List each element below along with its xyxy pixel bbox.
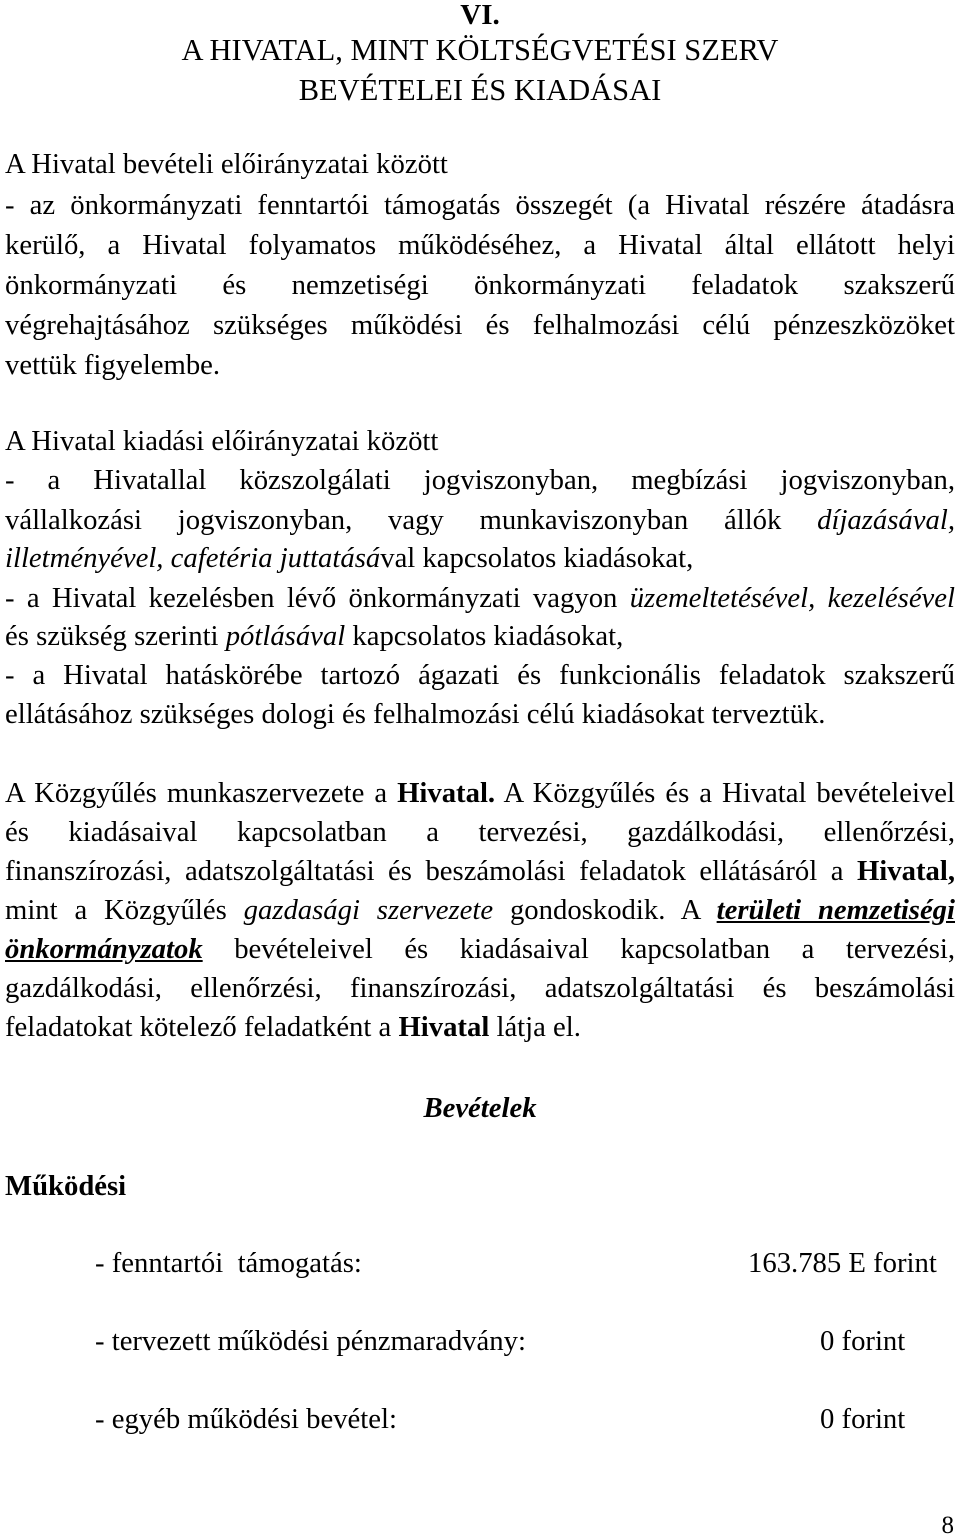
- text-run: vállalkozási jogviszonyban, vagy munkaviszonyban állók: [5, 504, 818, 536]
- text-run: és kiadásaival kapcsolatban a tervezési, gazdálkodási, ellenőrzési,: [5, 816, 955, 848]
- italic-text-run: pótlásával: [225, 620, 346, 652]
- paragraph-line: [5, 851, 955, 891]
- paragraph-line: önkormányzati és nemzetiségi önkormányzati feladatok szakszerű: [5, 269, 955, 301]
- paragraph-line: - az önkormányzati fenntartói támogatás összegét (a Hivatal részére átadásra: [5, 189, 955, 221]
- revenue-appropriations-heading: A Hivatal bevételi előirányzatai között: [5, 148, 448, 180]
- paragraph-line: [5, 968, 955, 1008]
- chapter-title-line-2: BEVÉTELEI ÉS KIADÁSAI: [298, 73, 662, 107]
- operating-revenues-heading: Működési: [5, 1170, 127, 1202]
- text-run: - a Hivatal kezelésben lévő önkormányzati vagyon: [5, 582, 630, 614]
- paragraph-line: [5, 655, 955, 695]
- text-run: mint a Közgyűlés: [5, 894, 244, 926]
- text-run: látja el.: [489, 1011, 581, 1043]
- page-number: 8: [941, 1512, 954, 1537]
- italic-text-run: illetményével, cafetéria juttatásá: [5, 542, 381, 574]
- paragraph-line: [5, 812, 955, 852]
- revenue-item: [0, 1399, 960, 1439]
- bold-text-run: Hivatal.: [397, 777, 496, 809]
- paragraph-line: [5, 929, 955, 969]
- bold-italic-underlined-text-run: önkormányzatok: [5, 933, 203, 965]
- paragraph-line: [5, 773, 955, 813]
- paragraph-line: [5, 500, 955, 540]
- text-run: feladatokat kötelező feladatként a: [5, 1011, 399, 1043]
- chapter-number: VI.: [460, 0, 500, 31]
- italic-text-run: üzemeltetésével, kezelésével: [629, 582, 955, 614]
- bold-text-run: Hivatal: [398, 1011, 490, 1043]
- text-run: finanszírozási, adatszolgáltatási és beszámolási feladatok ellátásáról a: [5, 855, 857, 887]
- bold-italic-underlined-text-run: területi nemzetiségi: [716, 894, 955, 926]
- paragraph-line: kerülő, a Hivatal folyamatos működéséhez, a Hivatal által ellátott helyi: [5, 229, 955, 261]
- paragraph-line: [5, 1007, 955, 1047]
- bold-text-run: Hivatal,: [856, 855, 955, 887]
- revenue-item: [0, 1321, 960, 1361]
- revenue-item: [0, 1243, 960, 1283]
- text-run: A Közgyűlés és a Hivatal bevételeivel: [495, 777, 955, 809]
- paragraph-line: végrehajtásához szükséges működési és felhalmozási célú pénzeszközöket: [5, 309, 955, 341]
- revenue-item-label: - egyéb működési bevétel:: [95, 1403, 397, 1435]
- revenue-item-label: - tervezett működési pénzmaradvány:: [95, 1325, 526, 1357]
- paragraph-line: [5, 578, 955, 618]
- italic-text-run: gazdasági szervezete: [243, 894, 494, 926]
- text-run: kapcsolatos kiadásokat,: [345, 620, 624, 652]
- paragraph-line: [5, 890, 955, 930]
- italic-text-run: díjazásával,: [817, 504, 955, 536]
- text-run: gondoskodik. A: [493, 894, 717, 926]
- text-run: val kapcsolatos kiadásokat,: [380, 542, 694, 574]
- text-run: - a Hivatallal közszolgálati jogviszonyban, megbízási jogviszonyban,: [5, 464, 955, 496]
- revenue-item-amount: 0 forint: [820, 1325, 906, 1357]
- paragraph-line: [5, 538, 955, 578]
- expenditure-appropriations-heading: A Hivatal kiadási előirányzatai között: [5, 425, 439, 457]
- revenue-item-label: - fenntartói támogatás:: [95, 1247, 362, 1279]
- paragraph-line: [5, 616, 955, 656]
- text-run: és szükség szerinti: [5, 620, 226, 652]
- text-run: - a Hivatal hatáskörébe tartozó ágazati és funkcionális feladatok szakszerű: [5, 659, 955, 691]
- text-run: gazdálkodási, ellenőrzési, finanszírozási, adatszolgáltatási és beszámolási: [5, 972, 955, 1004]
- chapter-title-line-1: A HIVATAL, MINT KÖLTSÉGVETÉSI SZERV: [181, 33, 779, 67]
- paragraph-line: vettük figyelembe.: [5, 349, 221, 381]
- text-run: ellátásához szükséges dologi és felhalmozási célú kiadásokat terveztük.: [5, 698, 826, 730]
- paragraph-line: [5, 460, 955, 500]
- text-run: A Közgyűlés munkaszervezete a: [5, 777, 398, 809]
- revenues-heading: Bevételek: [423, 1092, 537, 1124]
- paragraph-line: [5, 694, 955, 734]
- revenue-item-amount: 163.785 E forint: [748, 1247, 937, 1279]
- revenue-item-amount: 0 forint: [820, 1403, 906, 1435]
- text-run: bevételeivel és kiadásaival kapcsolatban a tervezési,: [202, 933, 955, 965]
